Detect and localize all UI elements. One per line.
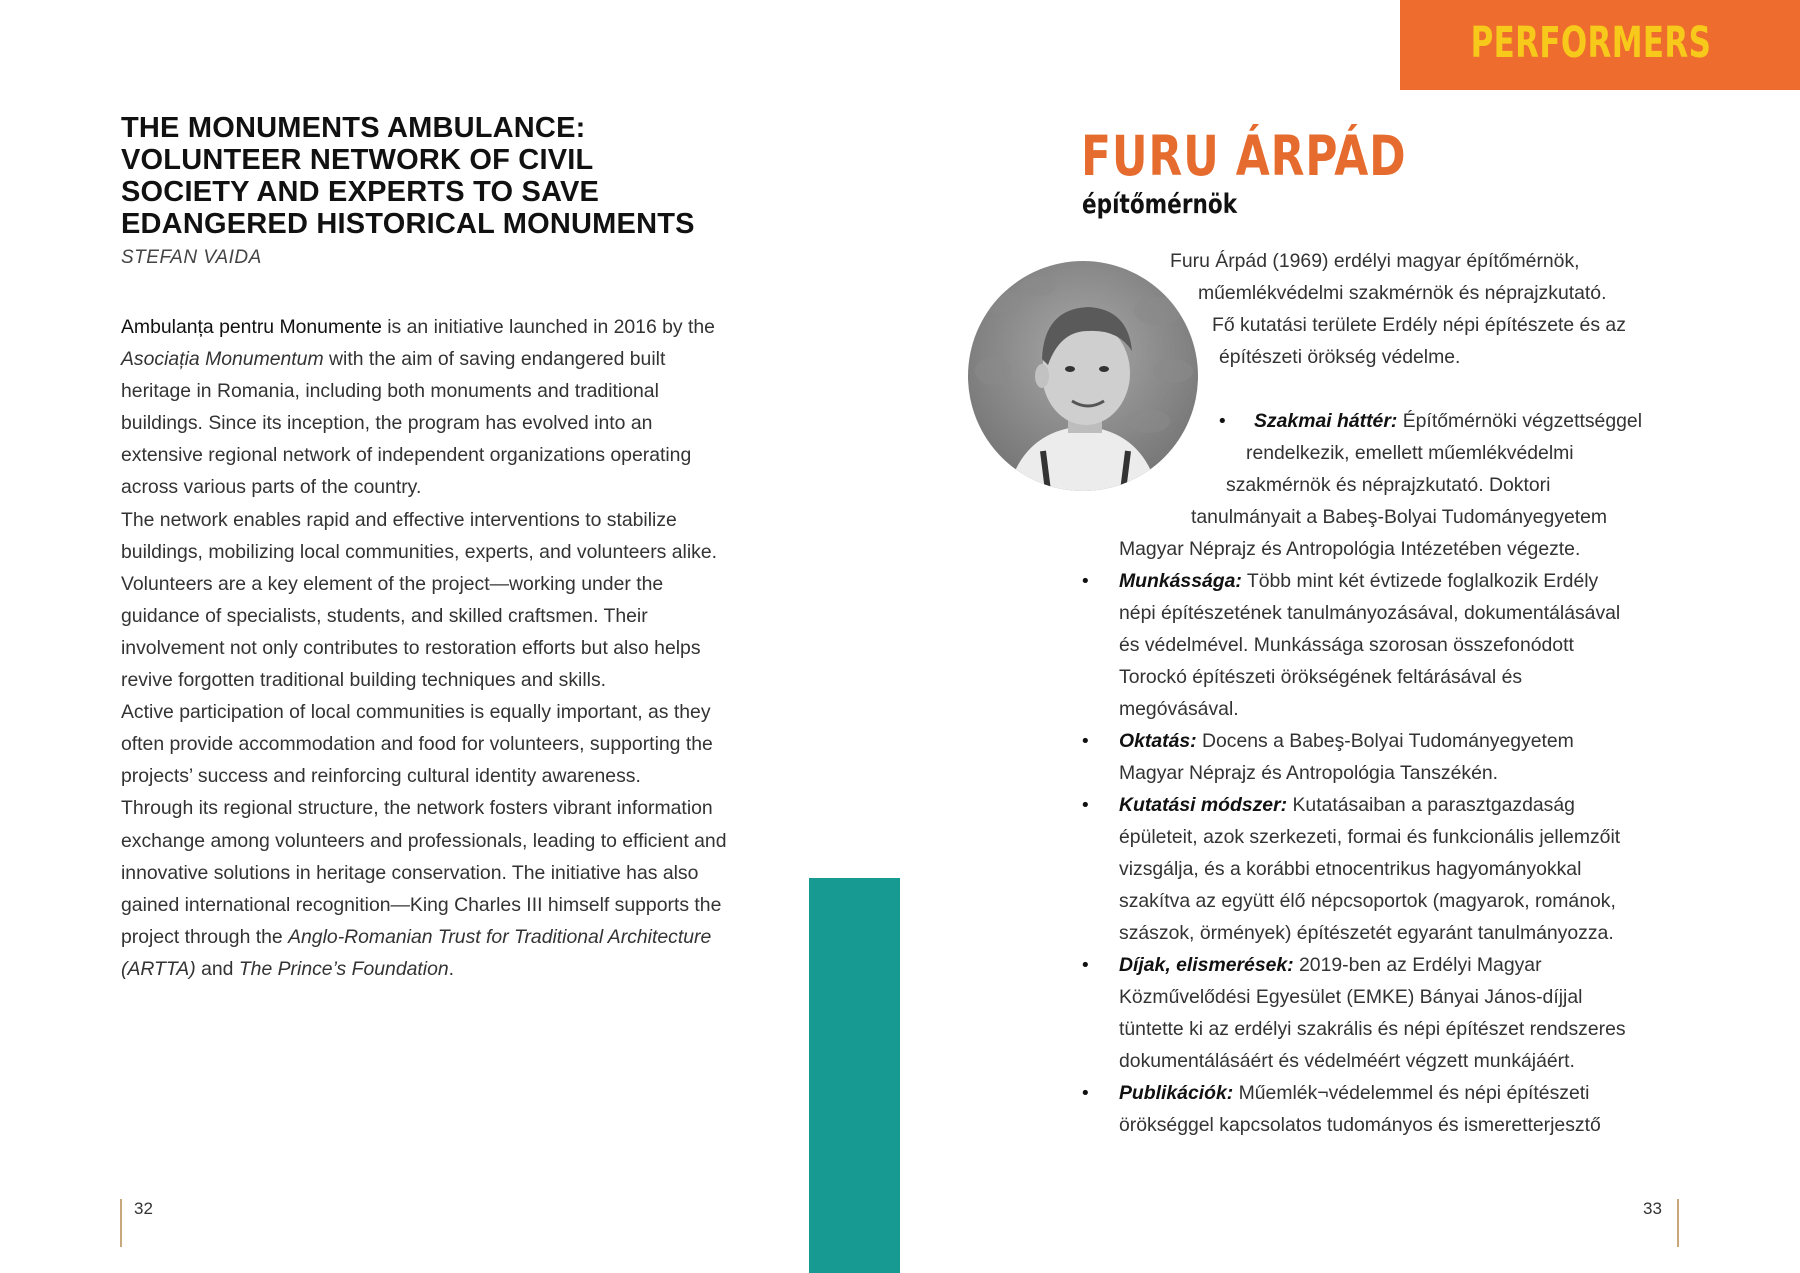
person-name: FURU ÁRPÁD [1081,124,1407,188]
page-number-right: 33 [1643,1199,1662,1218]
paragraph-1-text-a: is an initiative launched in 2016 by the [381,316,715,338]
bullet-5-line-2: Közművelődési Egyesület (EMKE) Bányai János-díjjal [1119,986,1583,1008]
bullet-3-line-2: Magyar Néprajz és Antropológia Tanszékén. [1119,762,1499,784]
article-body [121,311,733,985]
intro-line-1: Furu Árpád (1969) erdélyi magyar építőmérnök, [1170,250,1580,272]
foundation-name: The Prince’s Foundation [238,957,449,980]
bullet-1-text-1: Építőmérnöki végzettséggel [1397,410,1643,432]
bullet-3-line-1 [1119,725,1574,757]
paragraph-4-text-c: . [448,957,455,980]
bullet-4-line-2: épületeit, azok szerkezeti, formai és funkcionális jellemzőit [1119,826,1621,848]
page-number-left: 32 [134,1199,153,1218]
section-label: PERFORMERS [1470,18,1711,68]
organization-name: Asociația Monumentum [121,348,324,371]
bullet-2-line-3: és védelmével. Munkássága szorosan összefonódott [1119,634,1574,656]
bullet-dot: • [1080,1083,1091,1104]
bullet-dot: • [1080,795,1091,816]
bullet-2-text-1: Több mint két évtizede foglalkozik Erdély [1241,570,1599,592]
bullet-dot: • [1080,955,1091,976]
bullet-5-line-1 [1119,949,1542,981]
teal-decoration-bar [809,878,900,1273]
bullet-1-label: Szakmai háttér: [1254,410,1398,432]
portrait-photo [968,261,1198,491]
bullet-dot: • [1217,411,1228,432]
initiative-name: Ambulanța pentru Monumente [121,316,382,338]
bullet-5-line-4: dokumentálásáért és védelméért végzett munkájáért. [1119,1050,1575,1072]
bullet-5-line-3: tüntette ki az erdélyi szakrális és népi építészet rendszeres [1119,1018,1626,1040]
intro-line-2: műemlékvédelmi szakmérnök és néprajzkutató. [1198,282,1607,304]
bullet-3-text-1: Docens a Babeş-Bolyai Tudományegyetem [1196,730,1574,752]
bullet-1-line-3: szakmérnök és néprajzkutató. Doktori [1226,474,1551,496]
intro-line-4: építészeti örökség védelme. [1219,346,1461,368]
paragraph-4-text-b: and [195,957,239,980]
bullet-2-line-5: megóvásával. [1119,698,1239,720]
paragraph-2: The network enables rapid and effective interventions to stabilize buildings, mobilizing local communities, experts, and volunteers alike. Volunteers are a key element of the project—working under the guidance of specialists, students, and skilled craftsmen. Their involvement not only contributes to restoration efforts but also helps revive forgotten traditional building techniques and skills. [121,508,718,692]
bullet-6-text-1: Műemlék¬védelemmel és népi építészeti [1233,1082,1590,1104]
bullet-2-line-1 [1119,565,1598,597]
page-rule-left [120,1199,122,1247]
bullet-3-label: Oktatás: [1119,730,1197,752]
paragraph-4 [121,792,733,985]
bullet-2-line-2: népi építészetének tanulmányozásával, dokumentálásával [1119,602,1621,624]
bullet-4-label: Kutatási módszer: [1119,794,1288,816]
bullet-4-line-1 [1119,789,1575,821]
bullet-1-line-2: rendelkezik, emellett műemlékvédelmi [1246,442,1574,464]
bullet-4-line-3: vizsgálja, és a korábbi etnocentrikus hagyományokkal [1119,858,1582,880]
intro-line-3: Fő kutatási területe Erdély népi építészete és az [1212,314,1626,336]
paragraph-4-text-a: Through its regional structure, the network fosters vibrant information exchange among volunteers and professionals, leading to efficient and innovative solutions in heritage conservation. The initiative has also gained international recognition—King Charles III himself supports the project through the [121,797,727,948]
article-title: THE MONUMENTS AMBULANCE: VOLUNTEER NETWORK OF CIVIL SOCIETY AND EXPERTS TO SAVE EDANGERED HISTORICAL MONUMENTS [121,112,695,240]
trust-name: Anglo-Romanian Trust for Traditional Architecture (ARTTA) [121,925,712,980]
bullet-6-line-1 [1119,1077,1589,1109]
article-author: STEFAN VAIDA [121,247,262,268]
bullet-dot: • [1080,571,1091,592]
bullet-4-text-1: Kutatásaiban a parasztgazdaság [1287,794,1575,816]
bullet-4-line-4: szakítva az együtt élő népcsoportok (magyarok, románok, [1119,890,1616,912]
paragraph-1 [121,311,733,504]
bullet-5-label: Díjak, elismerések: [1119,954,1294,976]
bullet-2-line-4: Torockó építészeti örökségének feltárásával és [1119,666,1523,688]
bullet-2-label: Munkássága: [1119,570,1242,592]
bullet-5-text-1: 2019-ben az Erdélyi Magyar [1293,954,1542,976]
bullet-dot: • [1080,731,1091,752]
bullet-1-line-5: Magyar Néprajz és Antropológia Intézetében végezte. [1119,538,1581,560]
section-tab [1400,0,1800,90]
page-rule-right [1677,1199,1679,1247]
bullet-4-line-5: szászok, örmények) építészetét egyaránt tanulmányozza. [1119,922,1614,944]
bullet-1-line-1 [1254,405,1642,437]
person-role: építőmérnök [1082,189,1238,220]
bullet-6-label: Publikációk: [1119,1082,1234,1104]
bullet-1-line-4: tanulmányait a Babeş-Bolyai Tudományegyetem [1191,506,1608,528]
paragraph-3: Active participation of local communities is equally important, as they often provide accommodation and food for volunteers, supporting the projects’ success and reinforcing cultural identity awareness. [121,701,713,788]
bullet-6-line-2: örökséggel kapcsolatos tudományos és ismeretterjesztő [1119,1114,1601,1136]
paragraph-1-text-b: with the aim of saving endangered built heritage in Romania, including both monuments and traditional buildings. Since its inception, the program has evolved into an extensive regional network of independent organizations operating across various parts of the country. [121,348,692,499]
